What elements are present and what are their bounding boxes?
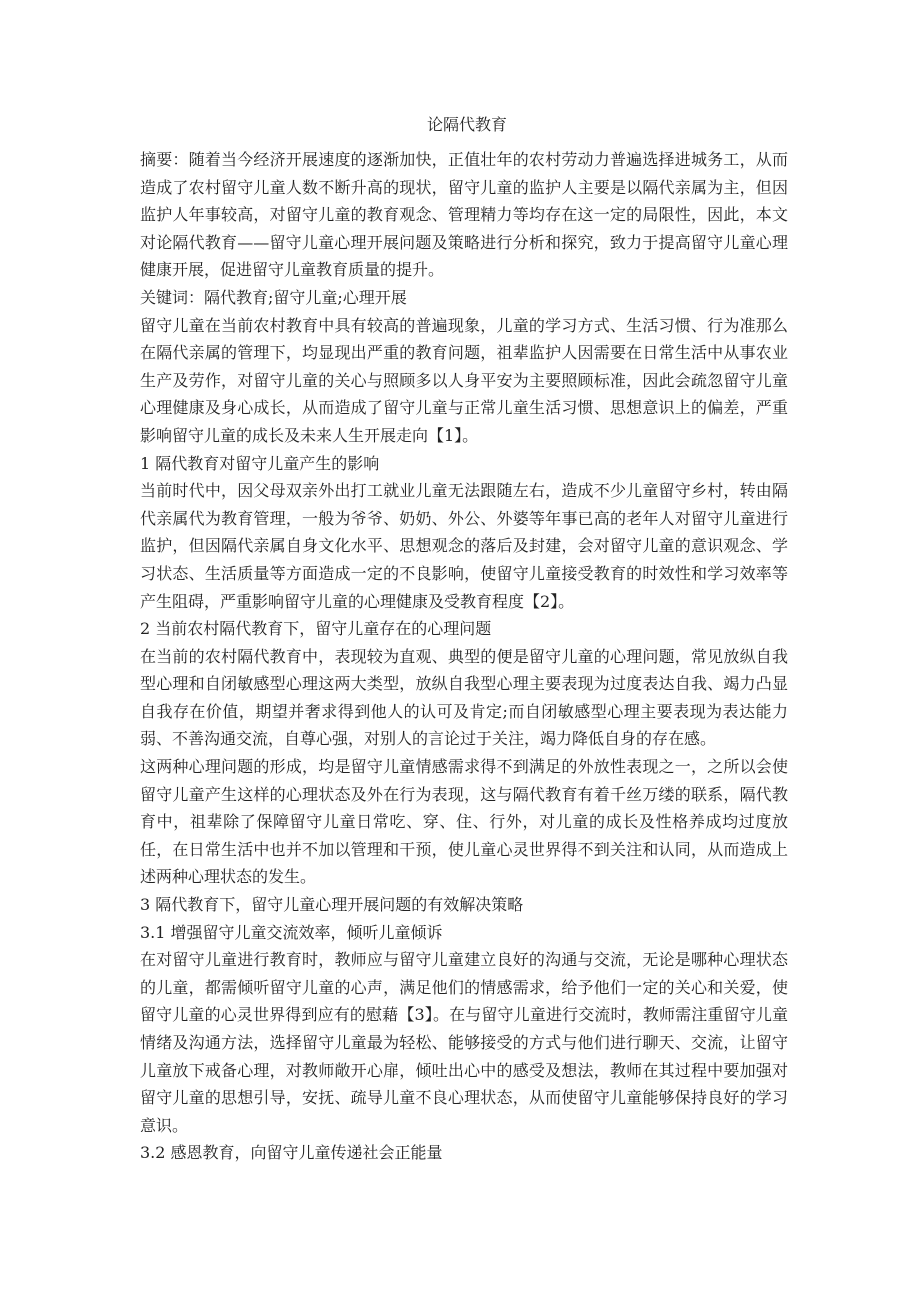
section-2-paragraph-1: 在当前的农村隔代教育中，表现较为直观、典型的便是留守儿童的心理问题，常见放纵自我型心理和自闭敏感型心理这两大类型，放纵自我型心理主要表现为过度表达自我、竭力凸显自我存在价值，期望并奢求得到他人的认可及肯定;而自闭敏感型心理主要表现为表达能力弱、不善沟通交流，自尊心强，对别人的言论过于关注，竭力降低自身的存在感。 [140, 646, 788, 749]
section-3-2-heading: 3.2 感恩教育，向留守儿童传递社会正能量 [140, 1143, 443, 1163]
intro-paragraph: 留守儿童在当前农村教育中具有较高的普遍现象，儿童的学习方式、生活习惯、行为准那么在隔代亲属的管理下，均显现出严重的教育问题，祖辈监护人因需要在日常生活中从事农业生产及劳作，对留守儿童的关心与照顾多以人身平安为主要照顾标准，因此会疏忽留守儿童心理健康及身心成长，从而造成了留守儿童与正常儿童生活习惯、思想意识上的偏差，严重影响留守儿童的成长及未来人生开展走向【1】。 [140, 315, 788, 445]
document-title: 论隔代教育 [426, 115, 507, 134]
section-3-heading: 3 隔代教育下，留守儿童心理开展问题的有效解决策略 [140, 895, 524, 915]
section-2-heading: 2 当前农村隔代教育下，留守儿童存在的心理问题 [140, 619, 492, 639]
section-2-paragraph-2: 这两种心理问题的形成，均是留守儿童情感需求得不到满足的外放性表现之一，之所以会使留守儿童产生这样的心理状态及外在行为表现，这与隔代教育有着千丝万缕的联系，隔代教育中，祖辈除了保障留守儿童日常吃、穿、住、行外，对儿童的成长及性格养成均过度放任，在日常生活中也并不加以管理和干预，使儿童心灵世界得不到关注和认同，从而造成上述两种心理状态的发生。 [140, 757, 788, 887]
document-page [140, 112, 788, 1167]
abstract-paragraph: 摘要：随着当今经济开展速度的逐渐加快，正值壮年的农村劳动力普遍选择进城务工，从而造成了农村留守儿童人数不断升高的现状，留守儿童的监护人主要是以隔代亲属为主，但因监护人年事较高，对留守儿童的教育观念、管理精力等均存在这一定的局限性，因此，本文对论隔代教育——留守儿童心理开展问题及策略进行分析和探究，致力于提高留守儿童心理健康开展，促进留守儿童教育质量的提升。 [140, 150, 788, 280]
section-1-paragraph: 当前时代中，因父母双亲外出打工就业儿童无法跟随左右，造成不少儿童留守乡村，转由隔代亲属代为教育管理，一般为爷爷、奶奶、外公、外婆等年事已高的老年人对留守儿童进行监护，但因隔代亲属自身文化水平、思想观念的落后及封建，会对留守儿童的意识观念、学习状态、生活质量等方面造成一定的不良影响，使留守儿童接受教育的时效性和学习效率等产生阻碍，严重影响留守儿童的心理健康及受教育程度【2】。 [140, 481, 788, 611]
section-3-1-paragraph: 在对留守儿童进行教育时，教师应与留守儿童建立良好的沟通与交流，无论是哪种心理状态的儿童，都需倾听留守儿童的心声，满足他们的情感需求，给予他们一定的关心和关爱，使留守儿童的心灵世界得到应有的慰藉【3】。在与留守儿童进行交流时，教师需注重留守儿童情绪及沟通方法，选择留守儿童最为轻松、能够接受的方式与他们进行聊天、交流，让留守儿童放下戒备心理，对教师敞开心扉，倾吐出心中的感受及想法，教师在其过程中要加强对留守儿童的思想引导，安抚、疏导儿童不良心理状态，从而使留守儿童能够保持良好的学习意识。 [140, 950, 788, 1135]
section-1-heading: 1 隔代教育对留守儿童产生的影响 [140, 453, 380, 473]
keywords-line: 关键词：隔代教育;留守儿童;心理开展 [140, 287, 407, 307]
section-3-1-heading: 3.1 增强留守儿童交流效率，倾听儿童倾诉 [140, 922, 443, 942]
